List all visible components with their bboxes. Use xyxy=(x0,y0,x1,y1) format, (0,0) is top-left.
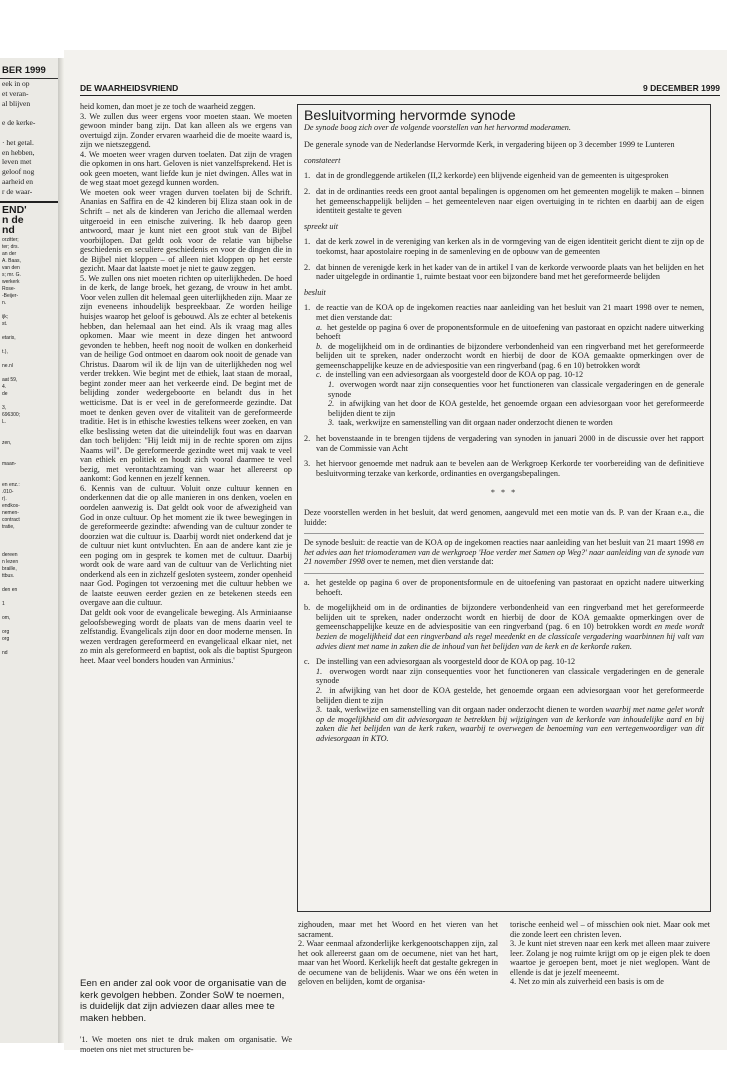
left-page-line xyxy=(0,580,58,587)
left-page-line xyxy=(0,594,58,601)
left-page-line: nemen- xyxy=(2,509,19,516)
paragraph: 6. Kennis van de cultuur. Voluit onze cultuur kennen en onderkennen dat die op alle manieren in ons denken, voelen en oordelen aanwezig is. Dat geldt ook voor de afwezigheid van God in onze cultuur. Op het moment zie ik twee bewegingen in de gereformeerde gezindte: afwending van de cultuur zonder te doorzien wat die cultuur is. Daarbij wordt niet onderkend dat je de cultuur niet kunt ontvluchten. En aan de andere kant zie je een poging om in gesprek te komen met de cultuur. Daarbij wordt ook de ware aard van de cultuur van de Verlichting niet onderkend als een in zichzelf gesloten systeem, zonder openheid naar God. Pogingen tot verzoening met die cultuur hebben we de laatste eeuwen eerder gezien en ze betekenen steeds een overgave aan die cultuur. xyxy=(80,483,292,608)
motie-intro: Deze voorstellen werden in het besluit, dat werd genomen, aangevuld met een motie van ds. P. van der Kraan e.a., die luidde: xyxy=(304,508,704,527)
left-page-line xyxy=(0,108,58,118)
newspaper-page xyxy=(64,50,727,1054)
paragraph: zighouden, maar met het Woord en het vieren van het sacrament. xyxy=(298,920,498,939)
left-page-line: aarheid en xyxy=(2,176,34,186)
left-page-line: tratie, xyxy=(2,523,15,530)
publication-name: DE WAARHEIDSVRIEND xyxy=(80,83,179,93)
column-2 xyxy=(298,920,498,987)
left-page-line: maan- xyxy=(2,460,17,467)
left-page-line: van den xyxy=(2,264,20,271)
left-page-line: eek in op xyxy=(2,79,30,88)
left-page-header: BER 1999 xyxy=(0,58,58,79)
left-page-line: Rose- xyxy=(2,285,16,292)
left-page-line: A. Baas, xyxy=(2,257,21,264)
list-item: b. de mogelijkheid om in de ordinanties de bijzondere verbondenheid van een ringverband met het gereformeerde belijden uit te spreken, nader onderzocht wordt en hierbij de door de KOA gemaakte opmerkingen over de gemeenschappelijke keuze en de adviespositie van een ringverband (pag. 6 en 10) betrokken wordt en mede wordt bezien de mogelijkheid dat een ringverband als regel meedenkt en de classicale vergadering waarbinnen hij valt van advies dient met name in zaken die de inhoud van het belijden van de kerk en de kerkorde raken. xyxy=(304,603,705,651)
left-page-line xyxy=(0,622,58,629)
left-page-line xyxy=(0,454,58,461)
paragraph: heid komen, dan moet je ze toch de waarheid zeggen. xyxy=(80,102,256,111)
left-page-line: org xyxy=(2,628,10,635)
left-page-line: ttbus. xyxy=(2,572,15,579)
left-page-line: -Beijer- xyxy=(2,292,19,299)
page-header xyxy=(80,83,720,96)
left-page-line: .010- xyxy=(2,488,14,495)
left-page-line: nd xyxy=(2,649,8,656)
column-1 xyxy=(80,102,292,665)
left-page-line xyxy=(0,475,58,482)
left-page-line: n. xyxy=(2,299,7,306)
label-constateert: constateert xyxy=(304,155,341,165)
paragraph: 2. Waar eenmaal afzonderlijke kerkgenootschappen zijn, zal het ook allereerst gaan om de oecumene, niet van het hart, maar van het Woord. Kerkelijk heeft dat gestalte gekregen in de oecumene van de belijdenis. Waar we ons één weten in geloven en belijden, komt de organisa- xyxy=(298,939,498,987)
left-page-line: 696300; xyxy=(2,411,21,418)
left-page-line: etaris, xyxy=(2,334,16,341)
left-page-line: orzitter; xyxy=(2,236,19,243)
left-page-line xyxy=(0,433,58,440)
left-page-line xyxy=(0,128,58,138)
left-page-line xyxy=(0,370,58,377)
paragraph: 3. Je kunt niet streven naar een kerk met alleen maar zuivere leer. Zolang je nog ruimte krijgt om op je eigen plek te doen waartoe je geroepen bent, moet je niet weglopen. Want de ellende is dat je jezelf meeneemt. xyxy=(510,939,710,977)
left-page-line: de xyxy=(2,390,8,397)
left-page-line: den en xyxy=(2,586,18,593)
rule xyxy=(304,573,704,574)
column-1-intro xyxy=(80,978,292,1024)
list-item: a. het gestelde op pagina 6 over de proponentsformule en de uitoefening van pastoraat en opzicht nadere uitwerking behoeft. xyxy=(304,577,704,597)
paragraph: Dat geldt ook voor de evangelicale beweging. Als Arminiaanse geloofsbeweging wordt de plaats van de mens daarin veel te zelfstandig. Evangelicals zijn door en door moderne mensen. In wezen verdragen gereformeerd en evangelicaal elkaar niet, net zo min als gereformeerd en baptist, ook als die baptist Spurgeon heet. Maar veel bonders houden van Arminius.' xyxy=(80,607,292,665)
left-page-line: en hebben, xyxy=(2,147,35,157)
left-page-line: al blijven xyxy=(2,98,31,108)
section-divider: * * * xyxy=(490,488,518,498)
list-item: 3. het hiervoor genoemde met nadruk aan te bevelen aan de Werkgroep Kerkorde ter voorbereiding van de definitieve besluitvorming terzake van kerkorde, ordinanties en overgangsbepalingen. xyxy=(304,459,704,478)
left-page-line xyxy=(0,307,58,314)
left-page-line xyxy=(0,643,58,650)
left-page-line xyxy=(0,538,58,545)
left-page-line xyxy=(0,608,58,615)
paragraph: n de xyxy=(2,213,24,226)
column-3 xyxy=(510,920,710,987)
paragraph: We moeten ook weer vragen durven toelaten bij de Schrift. Ananias en Saffira en de 42 kinderen bij Eliza staan ook in de Schrift – net als de kinderen van Jericho die allemaal werden uitgeroeid in een etnische zuivering. Ik heb daarop geen antwoord, maar je kunt niet een groot stuk van de Bijbel voorbijlopen. Dat geldt ook voor de relatie van bijbelse geschiedenis en seculiere geschiedenis en voor de dingen die in de Bijbel niet kloppen – of alleen niet kloppen op het eerste gezicht. Maar dat laatste moet je niet te gauw zeggen. xyxy=(80,187,292,274)
list-item: 1. dat de kerk zowel in de vereniging van kerken als in de vormgeving van de eigen identiteit gericht dient te zijn op de toekomst, haar apostolaire roeping in de samenleving en de opbouw van de gemeenten xyxy=(304,237,704,256)
paragraph: '1. We moeten ons niet te druk maken om organisatie. We moeten ons niet met structuren be- xyxy=(80,1035,292,1054)
label-besluit: besluit xyxy=(304,287,326,297)
left-page-line: contract xyxy=(2,516,20,523)
left-page-line: 1 xyxy=(2,600,5,607)
synode-box xyxy=(297,104,711,912)
intro-paragraph: Een en ander zal ook voor de organisatie van de kerk gevolgen hebben. Zonder SoW te noemen, is duidelijk dat zijn adviezen daar alles mee te maken hebben. xyxy=(80,978,287,1024)
left-page-line: endkos- xyxy=(2,502,20,509)
left-page-line: e de kerke- xyxy=(2,118,36,128)
left-page-line: · het getal. xyxy=(2,137,34,147)
paragraph: nd xyxy=(2,223,15,236)
paragraph: 4. Net zo min als zuiverheid een basis is om de xyxy=(510,977,664,987)
left-page-line: s; mr. G. xyxy=(2,271,21,278)
left-page-line xyxy=(0,531,58,538)
list-item: 2. dat in de ordinanties reeds een groot aantal bepalingen is opgenomen om het gemeenten mogelijk te maken – binnen het gemeenschappelijk belijden – het gemeenteleven naar eigen overtuiging in te richten en daarbij aan de eigen identiteit gestalte te geven xyxy=(304,186,704,216)
left-page-line: t.), xyxy=(2,348,8,355)
column-1-end xyxy=(80,1035,292,1054)
left-page-line xyxy=(0,447,58,454)
list-item: 1. de reactie van de KOA op de ingekomen reacties naar aanleiding van het besluit van 21 maart 1998 over te nemen, met dien verstande dat: a. het gestelde op pagina 6 over de proponentsformule en de uitoefening van pastoraat en opzicht nadere uitwerking behoeft b. de mogelijkheid om in de ordinanties de bijzondere verbondenheid van een ringverband met het gereformeerde belijden uit te spreken, nader onderzocht wordt en hierbij de door de KOA gemaakte opmerkingen over de gemeenschappelijke keuze en de adviespositie van een ringverband (pag. 6 en 10) betrokken wordt c. de instelling van een adviesorgaan als voorgesteld door de KOA op pag. 10-12 1. overwogen wordt naar zijn consequenties voor het functioneren van classicale vergaderingen en de generale synode 2. in afwijking van het door de KOA gestelde, het genoemde orgaan een adviesorgaan voor het gereformeerde belijden dient te zijn 3. taak, werkwijze en samenstelling van dit orgaan nader onderzocht dienen te worden xyxy=(304,303,704,428)
left-page-line: braille, xyxy=(2,565,17,572)
paragraph: 5. We zullen ons niet moeten richten op uiterlijkheden. De hoed in de kerk, de lange broek, het gezang, de vrouw in het ambt. Voor velen zullen dit helemaal geen uiterlijkheden zijn. Maar ze zijn eveneens inhoudelijk bespreekbaar. Ze worden heilige huisjes waarop het geloof is gebouwd. Als ze echter al betekenis hebben, dan helemaal aan het eind. Als ik vraag mag alles opkomen. Maar wie meent in deze dingen het antwoord gevonden te hebben, heeft nog nooit de wolken en donkerheid van de heilige God ontmoet en daarom ook nooit de genade van Christus. Daarom wil ik de lijn van de uiterlijkheden nog wel verder trekken. Wie begint met de ethiek, laat staan de moraal, begint zonder meer aan het verkeerde eind. De begint met de belijding zonder wedergeboorte en belandt dus in het wetticisme. Dat is er veel in de gereformeerde gezindte. Dat moet te denken geven over de vitaliteit van de gereformeerde traditie. Het is in ethische kwesties telkens weer zoeken, en van elke beslissing weten dat die uiteindelijk fout was en daarvan dan toch belijden: "Hij leidt mij in de rechte sporen om zijns Naams wil". De gereformeerde gezindte weet mij vaak te veel van ethiek en politiek en houdt zich vooral daarmee te veel bezig, met verontachtzaming van waar het allereerst op aankomt: God kennen en jezelf kennen. xyxy=(80,273,292,484)
left-page-line: ne.nl xyxy=(2,362,13,369)
left-page-line: werkerk xyxy=(2,278,20,285)
left-page-line xyxy=(0,328,58,335)
list-item: c. De instelling van een adviesorgaan als voorgesteld door de KOA op pag. 10-12 1. overwogen wordt naar zijn consequenties voor het functioneren van classicale vergaderingen en de generale synode 2. in afwijking van het door de KOA gestelde, het genoemde orgaan een adviesorgaan voor het gereformeerde belijden dient te zijn 3. taak, werkwijze en samenstelling van dit orgaan nader onderzocht dienen te worden waarbij met name gelet wordt op de mogelijkheid om dit adviesorgaan te betrekken bij wijzigingen van de kerkorde van inhoudelijke aard en bij zaken die het belijden van de kerk raken, waarbij te overwegen de benoeming van een vertegenwoordiger van dit adviesorgaan in KTO. xyxy=(304,657,705,743)
left-page-line: r). xyxy=(2,495,7,502)
left-page-line xyxy=(0,426,58,433)
motie-text: De synode besluit: de reactie van de KOA op de ingekomen reacties naar aanleiding van het besluit van 21 maart 1998 en het advies aan het triomoderamen van de werkgroep 'Hoe verder met Samen op Weg?' naar aanleiding van de synode van 21 november 1998 over te nemen, met dien verstande dat: xyxy=(304,538,704,567)
left-page-line xyxy=(0,468,58,475)
paragraph: END' xyxy=(2,203,27,216)
left-page-line xyxy=(0,356,58,363)
left-page-line: r de waar- xyxy=(2,186,33,196)
left-page-line: et veran- xyxy=(2,88,29,98)
list-item: 2. het bovenstaande in te brengen tijdens de vergadering van synoden in januari 2000 in de discussie over het rapport van de Commissie van Acht xyxy=(304,434,704,453)
left-page-line: aat 59, xyxy=(2,376,18,383)
left-page-lines xyxy=(0,79,58,197)
list-item: 1. dat in de grondleggende artikelen (II,2 kerkorde) een blijvende eigenheid van de gemeenten is uitgesproken xyxy=(304,171,669,181)
label-spreekt-uit: spreekt uit xyxy=(304,221,339,231)
box-intro: De generale synode van de Nederlandse Hervormde Kerk, in vergadering bijeen op 3 december 1999 te Lunteren xyxy=(304,140,675,150)
left-page-line: ter; drs. xyxy=(2,243,19,250)
issue-date: 9 DECEMBER 1999 xyxy=(642,83,720,93)
left-page-line xyxy=(0,398,58,405)
left-page-line: org xyxy=(2,635,10,642)
left-page-line: L. xyxy=(2,418,7,425)
left-page-edge xyxy=(0,58,59,1043)
rule xyxy=(304,533,704,534)
left-page-line: an der xyxy=(2,250,17,257)
left-page-line: en enz.: xyxy=(2,481,20,488)
left-page-line: ijk; xyxy=(2,313,9,320)
left-page-line: st. xyxy=(2,320,8,327)
paragraph: 4. We moeten weer vragen durven toelaten. Dat zijn de vragen die opkomen in ons hart. Geloven is niet vanzelfsprekend. Het is ook geen moeten, want liefde kun je niet dwingen. Alles wat in de weg staat moet gezegd kunnen worden. xyxy=(80,149,292,188)
paragraph: torische eenheid wel – of misschien ook niet. Maar ook met die zonde leert een christen leven. xyxy=(510,920,710,939)
left-page-line xyxy=(0,545,58,552)
box-title: Besluitvorming hervormde synode xyxy=(304,107,516,123)
left-page-line: geloof nog xyxy=(2,167,35,177)
left-page-line: n lezen xyxy=(2,558,19,565)
left-page-line: om, xyxy=(2,614,11,621)
left-page-line: 3, xyxy=(2,404,7,411)
paragraph: 3. We zullen dus weer ergens voor moeten staan. We moeten gewoon minder bang zijn. Dat kan alleen als we ergens van overtuigd zijn. Zonder ervaren waarheid die de moeite waard is, zijn we nietszeggend. xyxy=(80,111,292,150)
left-page-line: zen, xyxy=(2,439,12,446)
left-page-colofon xyxy=(0,237,58,657)
left-page-line: leven met xyxy=(2,157,32,167)
left-page-line: 4. xyxy=(2,383,7,390)
box-subtitle: De synode boog zich over de volgende voorstellen van het hervormd moderamen. xyxy=(304,122,571,132)
list-item: 2. dat binnen de verenigde kerk in het kader van de in artikel I van de kerkorde verwoorde plaats van het belijden en het nader uitgelegde in ordinantie 1, ruimte bestaat voor een bijzondere band met het gereformeerde belijden xyxy=(304,262,704,282)
left-page-line: dereen xyxy=(2,551,18,558)
left-page-line xyxy=(0,342,58,349)
left-page-box-title xyxy=(0,201,58,237)
